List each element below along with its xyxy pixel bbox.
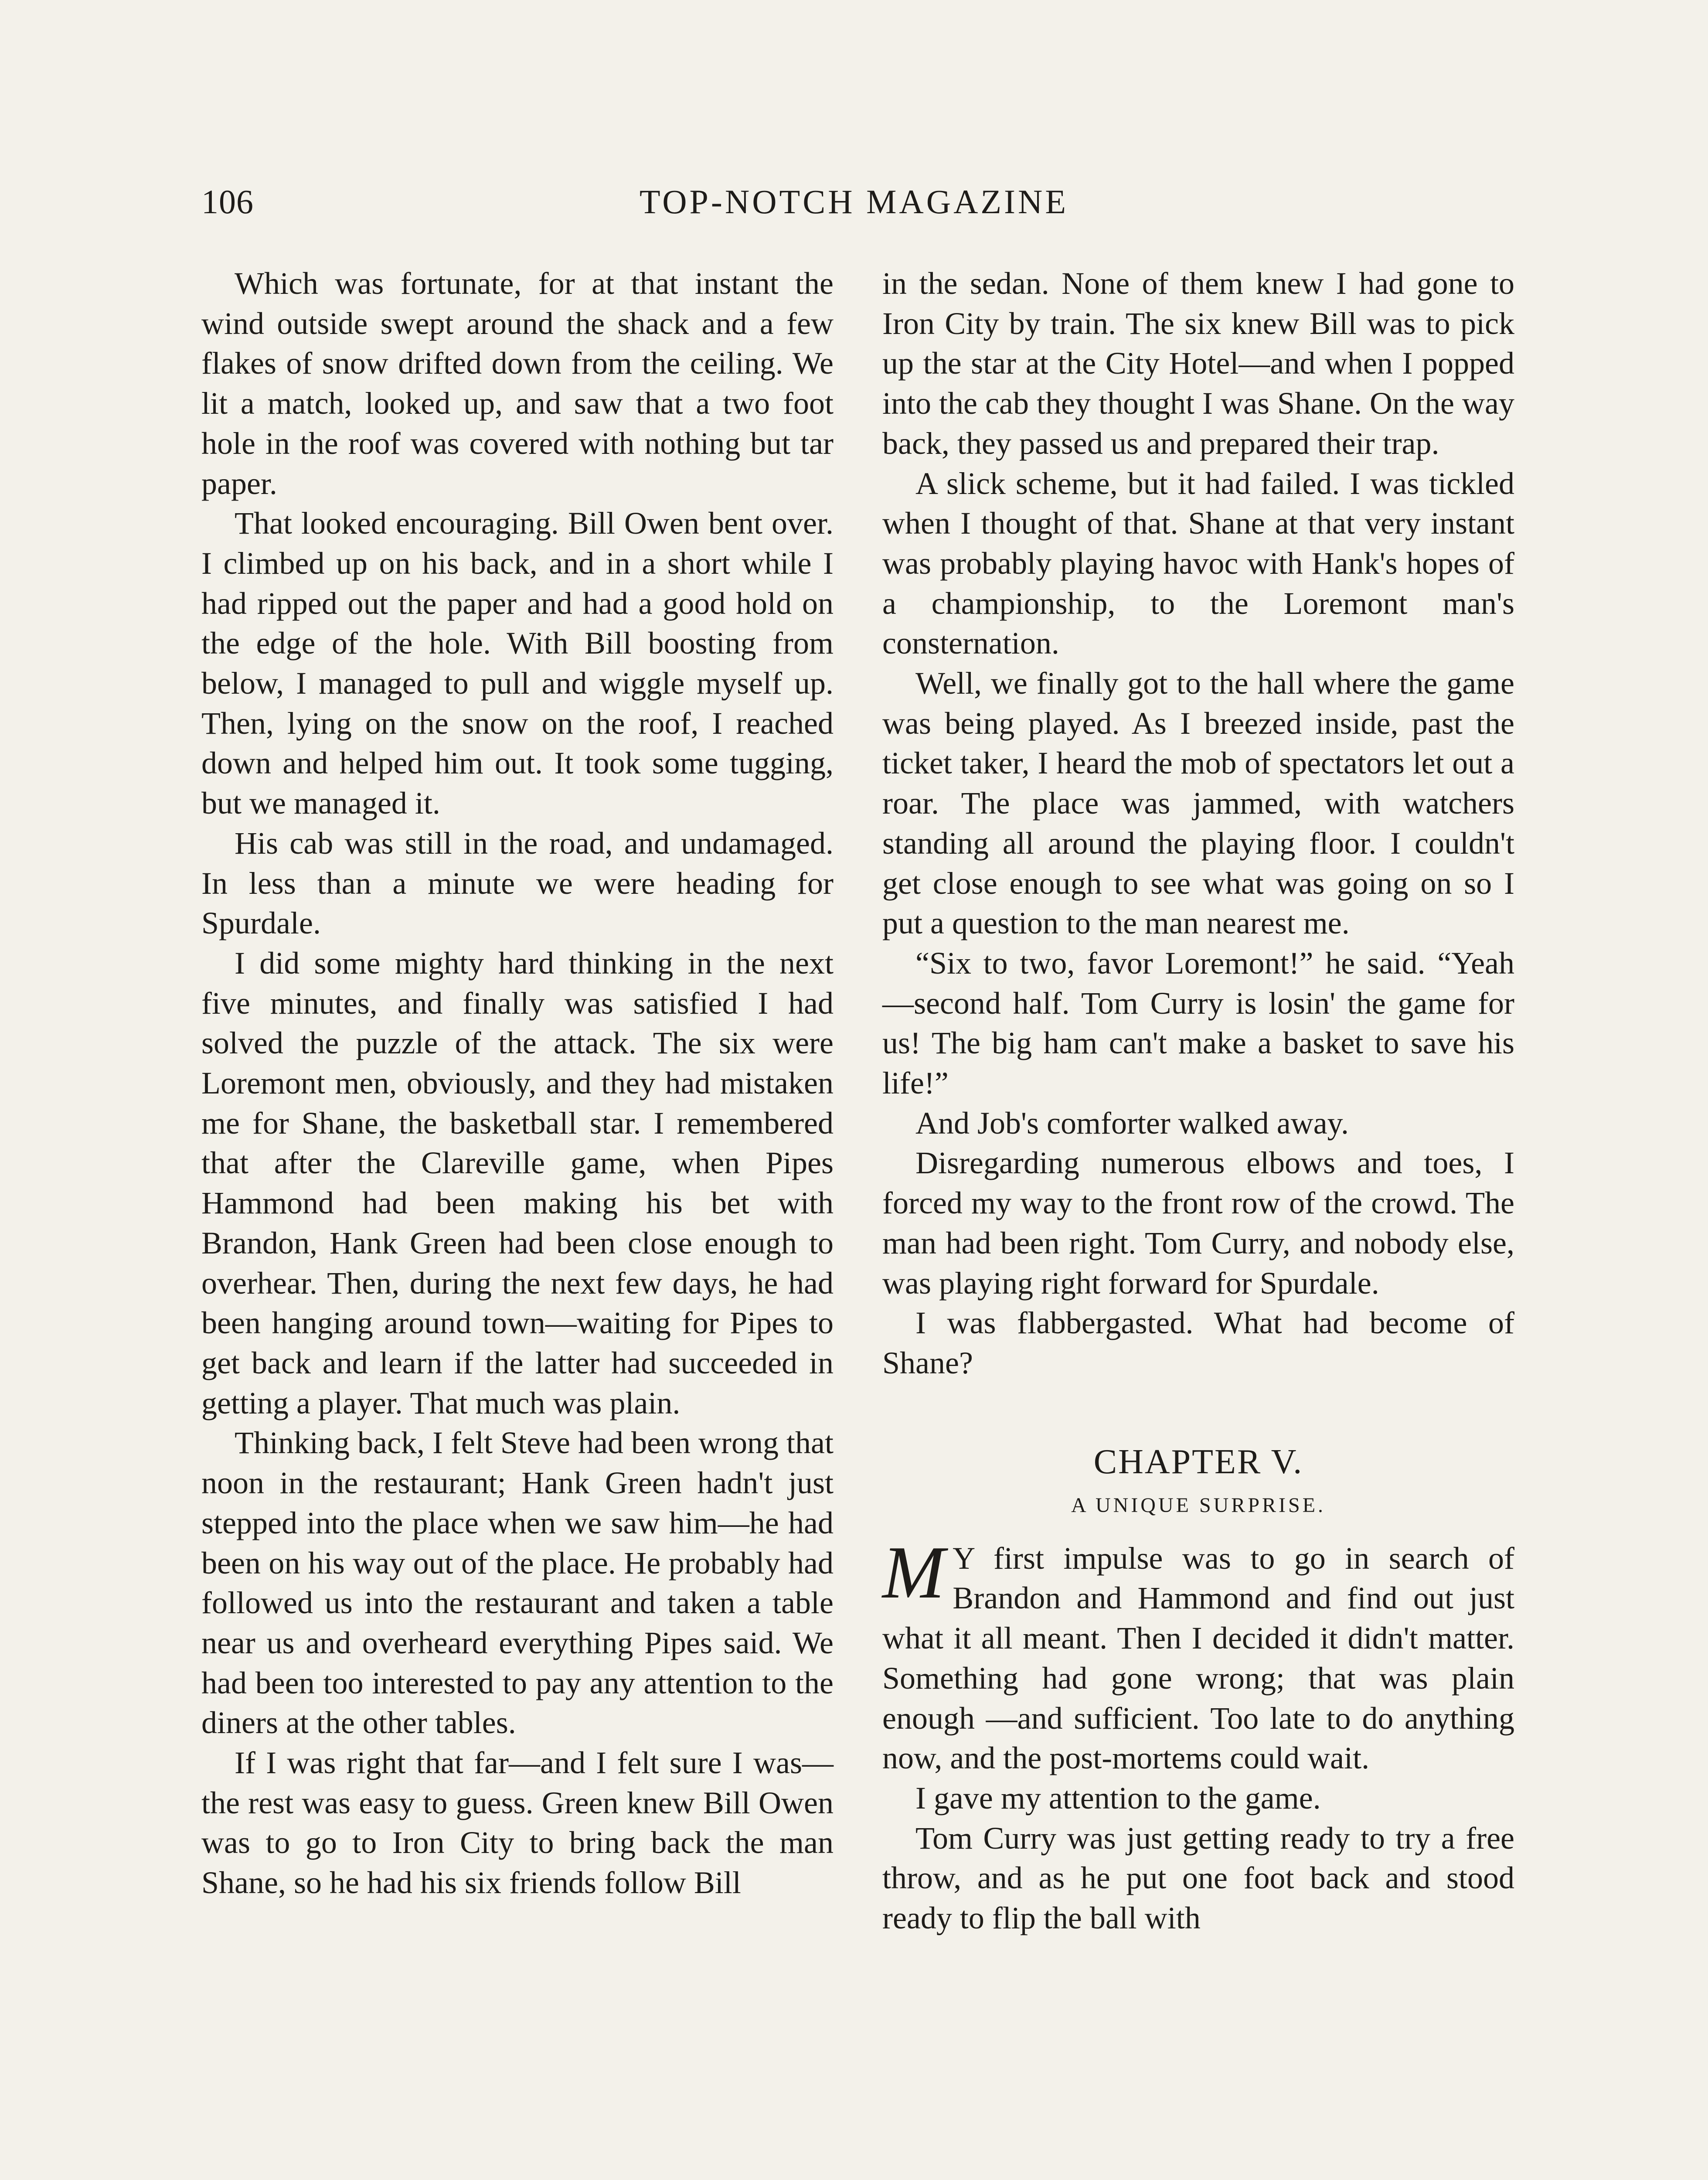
chapter-opening-paragraph [882,1531,1514,1778]
opening-text: Y first impulse was to go in search of Brandon and Hammond and find out just what it all meant. Then I decided it didn't matter. Something had gone wrong; that was plain enough —and sufficient. Too late to do anything now, and the post-mortems could wait. [882,1540,1514,1776]
paragraph: Well, we finally got to the hall where the game was being played. As I breezed inside, past the ticket taker, I heard the mob of spectators let out a roar. The place was jammed, with watchers standing all around the playing floor. I couldn't get close enough to see what was going on so I put a question to the man nearest me. [882,666,1514,941]
paragraph: Thinking back, I felt Steve had been wrong that noon in the restaurant; Hank Green hadn't just stepped into the place when we saw him—he had been on his way out of the place. He probably had followed us into the restaurant and taken a table near us and overheard everything Pipes said. We had been too interested to pay any attention to the diners at the other tables. [201,1425,834,1741]
paragraph: If I was right that far—and I felt sure I was—the rest was easy to guess. Green knew Bill Owen was to go to Iron City to bring back the man Shane, so he had his six friends follow Bill [201,1745,834,1901]
paragraph: I did some mighty hard thinking in the next five minutes, and finally was satisfied I had solved the puzzle of the attack. The six were Loremont men, obviously, and they had mistaken me for Shane, the basketball star. I remembered that after the Clareville game, when Pipes Hammond had been making his bet with Brandon, Hank Green had been close enough to overhear. Then, during the next few days, he had been hanging around town—waiting for Pipes to get back and learn if the latter had succeeded in getting a player. That much was plain. [201,945,834,1420]
paragraph: Which was fortunate, for at that instant the wind outside swept around the shack and a few flakes of snow drifted down from the ceiling. We lit a match, looked up, and saw that a two foot hole in the roof was covered with nothing but tar paper. [201,266,834,501]
paragraph: Disregarding numerous elbows and toes, I forced my way to the front row of the crowd. The man had been right. Tom Curry, and nobody else, was playing right forward for Spurdale. [882,1145,1514,1301]
paragraph: “Six to two, favor Loremont!” he said. “Yeah—second half. Tom Curry is losin' the game for us! The big ham can't make a basket to save his life!” [882,945,1514,1101]
paragraph: in the sedan. None of them knew I had gone to Iron City by train. The six knew Bill was to pick up the star at the City Hotel—and when I popped into the cab they thought I was Shane. On the way back, they passed us and prepared their trap. [882,266,1514,461]
paragraph: And Job's comforter walked away. [915,1105,1349,1141]
drop-cap: M [882,1531,945,1614]
paragraph: His cab was still in the road, and undamaged. In less than a minute we were heading for Spurdale. [201,825,834,941]
chapter-title: CHAPTER V. [1093,1442,1303,1481]
paragraph: A slick scheme, but it had failed. I was tickled when I thought of that. Shane at that very instant was probably playing havoc with Hank's hopes of a championship, to the Loremont man's consternation. [882,466,1514,661]
paragraph: Tom Curry was just getting ready to try a free throw, and as he put one foot back and stood ready to flip the ball with [882,1820,1514,1936]
paragraph: I was flabbergasted. What had become of Shane? [882,1305,1514,1380]
page-header [201,182,1507,235]
running-title: TOP-NOTCH MAGAZINE [639,183,1068,221]
paragraph: I gave my attention to the game. [915,1780,1321,1816]
paragraph: That looked encouraging. Bill Owen bent over. I climbed up on his back, and in a short while I had ripped out the paper and had a good hold on the edge of the hole. With Bill boosting from below, I managed to pull and wiggle myself up. Then, lying on the snow on the roof, I reached down and helped him out. It took some tugging, but we managed it. [201,506,834,821]
page-number: 106 [201,183,254,221]
chapter-subtitle: A UNIQUE SURPRISE. [1071,1493,1326,1517]
right-column [882,264,1514,1938]
left-column [201,264,834,1938]
article-body [201,264,1514,1938]
